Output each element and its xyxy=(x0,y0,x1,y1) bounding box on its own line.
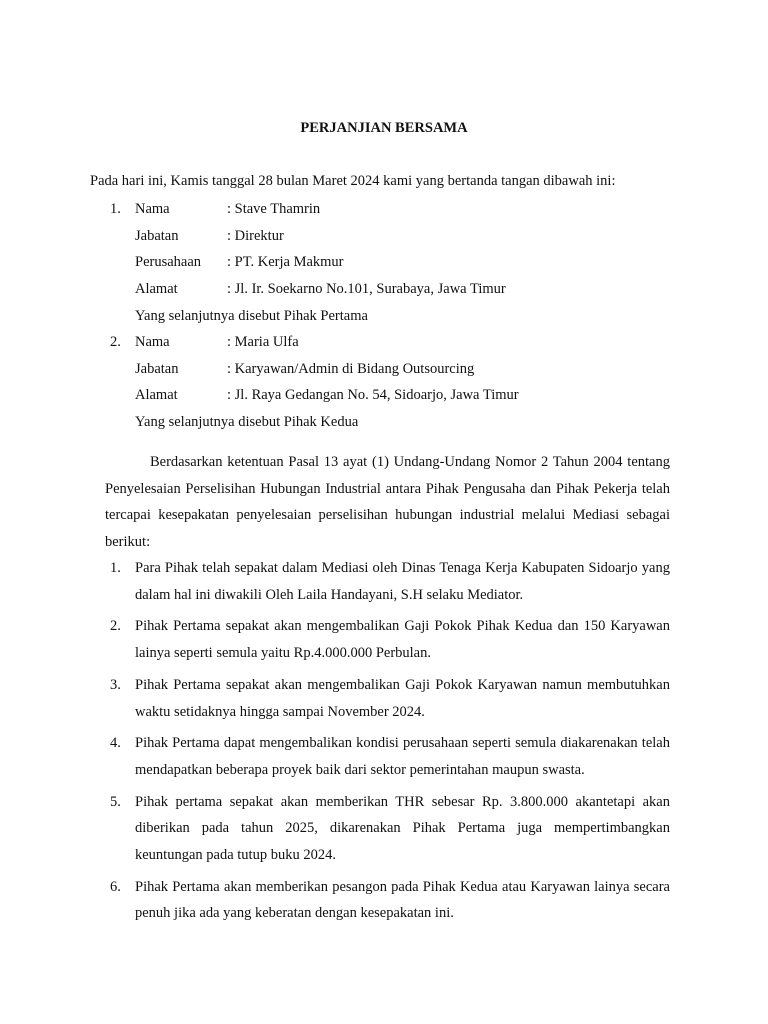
party-2 xyxy=(110,329,670,436)
field-value: : PT. Kerja Makmur xyxy=(227,254,344,271)
agreement-list xyxy=(110,555,670,927)
party-note: Yang selanjutnya disebut Pihak Kedua xyxy=(135,414,359,431)
agreement-item xyxy=(110,730,670,783)
field-label: Nama xyxy=(135,334,170,350)
field-value: : Stave Thamrin xyxy=(227,201,321,217)
field-value: : Jl. Raya Gedangan No. 54, Sidoarjo, Jawa Timur xyxy=(227,387,519,404)
field-value: : Jl. Ir. Soekarno No.101, Surabaya, Jawa Timur xyxy=(227,281,506,298)
agreement-item xyxy=(110,789,670,869)
intro-text: Pada hari ini, Kamis tanggal 28 bulan Maret 2024 kami yang bertanda tangan dibawah ini: xyxy=(90,173,616,189)
agreement-number: 6. xyxy=(110,878,121,895)
document-title: PERJANJIAN BERSAMA xyxy=(300,120,468,136)
agreement-text: Pihak Pertama sepakat akan mengembalikan Gaji Pokok Pihak Kedua dan 150 Karyawan lainya seperti semula yaitu Rp.4.000.000 Perbulan. xyxy=(135,618,670,662)
agreement-text: Pihak Pertama akan memberikan pesangon pada Pihak Kedua atau Karyawan lainya secara penuh jika ada yang keberatan dengan kesepakatan ini. xyxy=(135,878,670,922)
field-label: Nama xyxy=(135,201,170,217)
field-label: Jabatan xyxy=(135,360,179,377)
party-note: Yang selanjutnya disebut Pihak Pertama xyxy=(135,307,368,324)
agreement-item xyxy=(110,613,670,666)
field-value: : Karyawan/Admin di Bidang Outsourcing xyxy=(227,360,475,377)
agreement-number: 3. xyxy=(110,676,121,693)
party-number: 1. xyxy=(110,201,121,217)
agreement-number: 4. xyxy=(110,735,121,752)
body-paragraph xyxy=(105,449,670,556)
agreement-item xyxy=(110,672,670,725)
agreement-text: Pihak Pertama sepakat akan mengembalikan Gaji Pokok Karyawan namun membutuhkan waktu setidaknya hingga sampai November 2024. xyxy=(135,676,670,720)
field-label: Alamat xyxy=(135,387,178,404)
party-1 xyxy=(110,196,670,329)
agreement-number: 2. xyxy=(110,618,121,635)
agreement-text: Pihak Pertama dapat mengembalikan kondisi perusahaan seperti semula diakarenakan telah mendapatkan beberapa proyek baik dari sektor pemerintahan maupun swasta. xyxy=(135,735,670,778)
party-number: 2. xyxy=(110,334,121,350)
agreement-item xyxy=(110,874,670,927)
field-value: : Maria Ulfa xyxy=(227,334,299,350)
field-value: : Direktur xyxy=(227,227,284,244)
agreement-item xyxy=(110,555,670,608)
field-label: Alamat xyxy=(135,281,178,298)
paragraph-text: Berdasarkan ketentuan Pasal 13 ayat (1) Undang-Undang Nomor 2 Tahun 2004 tentang Penyelesaian Perselisihan Hubungan Industrial antara Pihak Pengusaha dan Pihak Pekerja telah tercapai kesepakatan penyelesaian perselisihan hubungan industrial melalui Mediasi sebagai berikut: xyxy=(105,454,670,551)
field-label: Perusahaan xyxy=(135,254,202,271)
field-label: Jabatan xyxy=(135,227,179,244)
agreement-text: Pihak pertama sepakat akan memberikan THR sebesar Rp. 3.800.000 akantetapi akan diberikan pada tahun 2025, dikarenakan Pihak Pertama juga mempertimbangkan keuntungan pada tutup buku 2024. xyxy=(135,793,670,864)
agreement-text: Para Pihak telah sepakat dalam Mediasi oleh Dinas Tenaga Kerja Kabupaten Sidoarjo yang dalam hal ini diwakili Oleh Laila Handayani, S.H selaku Mediator. xyxy=(135,560,670,603)
agreement-number: 1. xyxy=(110,560,121,576)
agreement-number: 5. xyxy=(110,793,121,810)
